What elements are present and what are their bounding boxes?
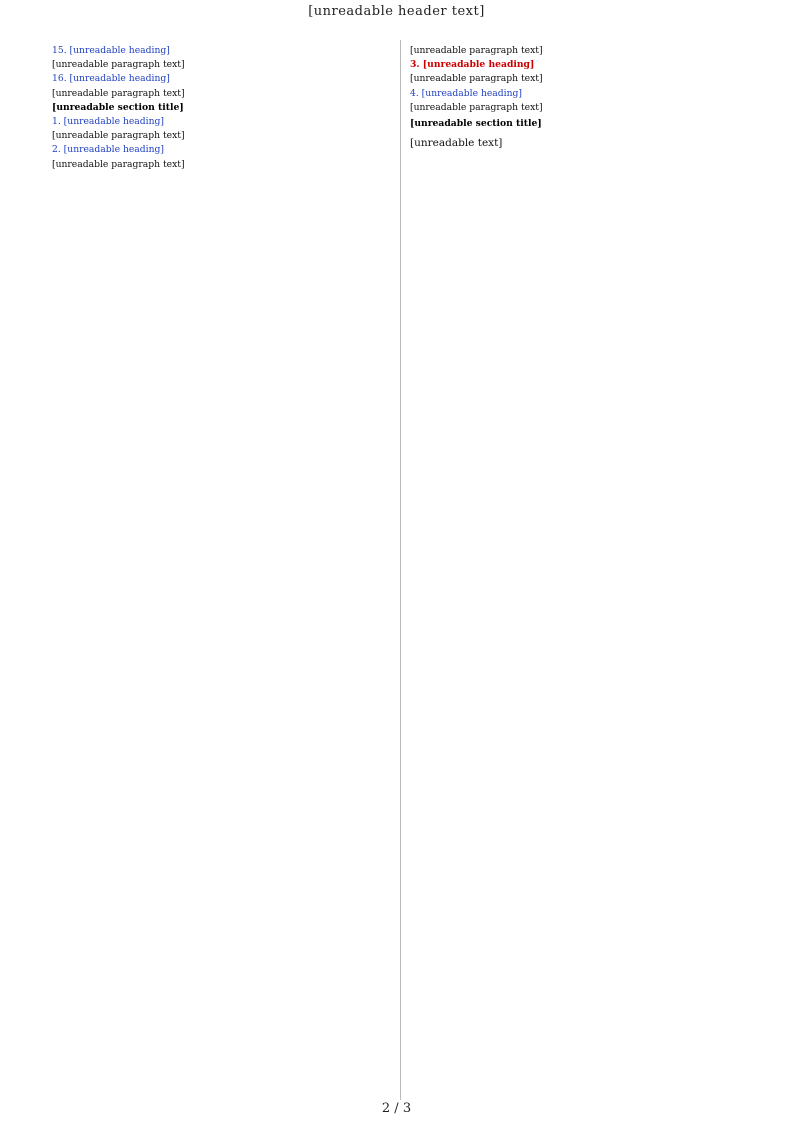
fill-blank-title: [unreadable section title] bbox=[410, 118, 542, 130]
section-two-title: [unreadable section title] bbox=[52, 101, 184, 113]
q15-answer: [unreadable paragraph text] bbox=[52, 59, 185, 71]
left-column bbox=[52, 44, 390, 172]
column-divider bbox=[400, 40, 401, 1100]
essay4-answer: [unreadable paragraph text] bbox=[410, 101, 543, 113]
essay2-answer: [unreadable paragraph text] bbox=[52, 158, 185, 170]
right-column bbox=[410, 44, 740, 155]
essay3-answer: [unreadable paragraph text] bbox=[410, 73, 543, 85]
page-header: [unreadable header text] bbox=[308, 4, 485, 19]
essay4-heading: 4. [unreadable heading] bbox=[410, 87, 522, 99]
essay2-heading: 2. [unreadable heading] bbox=[52, 144, 164, 156]
q15-heading: 15. [unreadable heading] bbox=[52, 45, 170, 56]
essay2-continued: [unreadable paragraph text] bbox=[410, 45, 543, 56]
q16-answer: [unreadable paragraph text] bbox=[52, 87, 185, 99]
q16-heading: 16. [unreadable heading] bbox=[52, 73, 170, 85]
fill-blank-body: [unreadable text] bbox=[410, 137, 503, 150]
essay1-heading: 1. [unreadable heading] bbox=[52, 116, 164, 128]
essay3-heading: 3. [unreadable heading] bbox=[410, 59, 535, 71]
essay1-answer: [unreadable paragraph text] bbox=[52, 130, 185, 142]
page-number: 2 / 3 bbox=[381, 1101, 412, 1116]
